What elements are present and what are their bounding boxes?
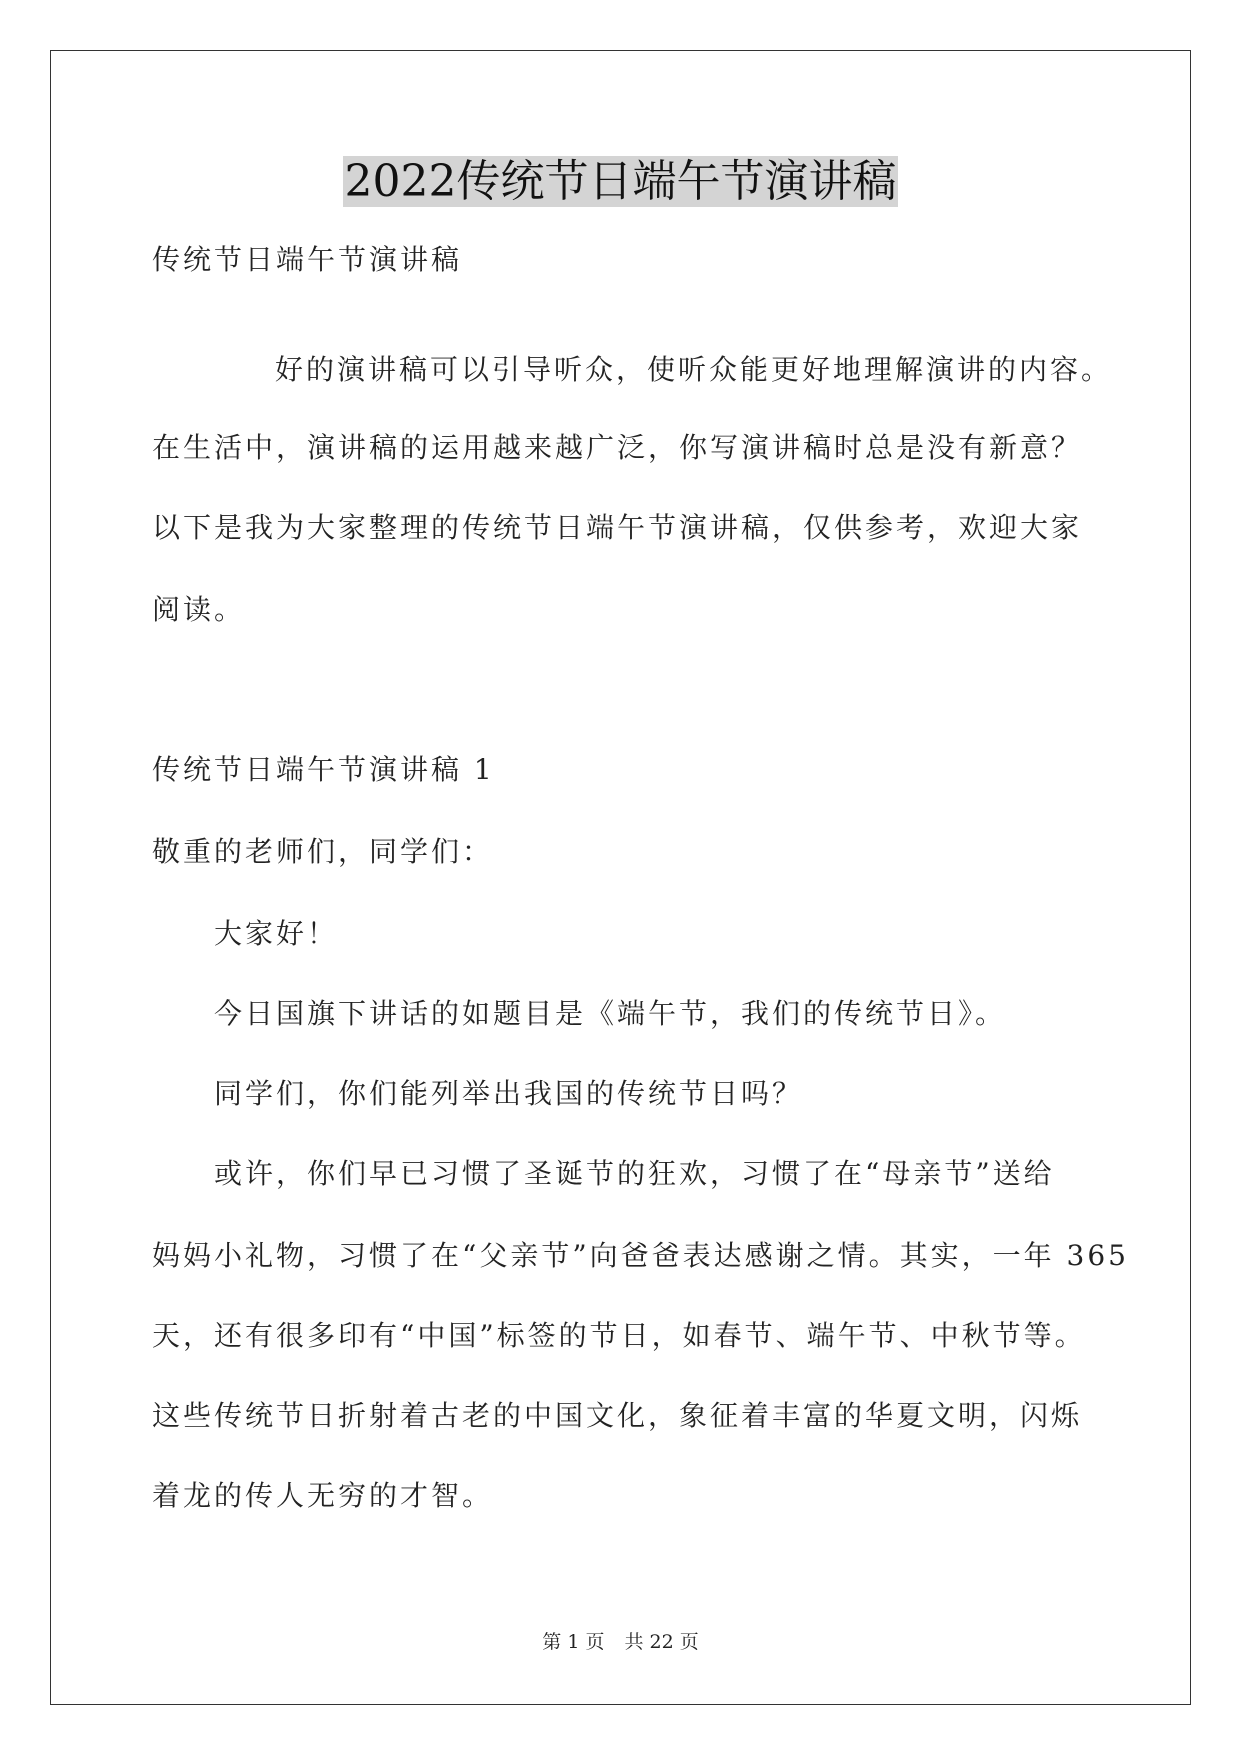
document-page	[50, 50, 1191, 1705]
paragraph-line: 大家好！	[214, 917, 339, 950]
paragraph-line: 同学们，你们能列举出我国的传统节日吗？	[214, 1077, 804, 1110]
paragraph-line: 以下是我为大家整理的传统节日端午节演讲稿，仅供参考，欢迎大家	[152, 511, 1083, 544]
document-title	[0, 152, 1241, 212]
paragraph-line: 今日国旗下讲话的如题目是《端午节，我们的传统节日》。	[214, 997, 1007, 1030]
section-heading: 传统节日端午节演讲稿 1	[152, 753, 495, 786]
paragraph-line: 妈妈小礼物，习惯了在“父亲节”向爸爸表达感谢之情。其实，一年 365	[152, 1239, 1129, 1272]
paragraph-line: 着龙的传人无穷的才智。	[152, 1479, 494, 1512]
page-number: 第 1 页	[542, 1631, 605, 1653]
paragraph-line: 天，还有很多印有“中国”标签的节日，如春节、端午节、中秋节等。	[152, 1319, 1086, 1352]
paragraph-line: 或许，你们早已习惯了圣诞节的狂欢，习惯了在“母亲节”送给	[214, 1157, 1055, 1190]
paragraph-line: 在生活中，演讲稿的运用越来越广泛，你写演讲稿时总是没有新意？	[152, 431, 1083, 464]
page-footer	[0, 1627, 1241, 1654]
page-total: 共 22 页	[624, 1631, 699, 1653]
subtitle-line: 传统节日端午节演讲稿	[152, 243, 463, 276]
salutation-line: 敬重的老师们，同学们：	[152, 835, 494, 868]
paragraph-line: 好的演讲稿可以引导听众，使听众能更好地理解演讲的内容。	[275, 353, 1113, 386]
paragraph-line: 阅读。	[152, 593, 246, 626]
document-title-text: 2022传统节日端午节演讲稿	[344, 156, 897, 207]
paragraph-line: 这些传统节日折射着古老的中国文化，象征着丰富的华夏文明，闪烁	[152, 1399, 1083, 1432]
